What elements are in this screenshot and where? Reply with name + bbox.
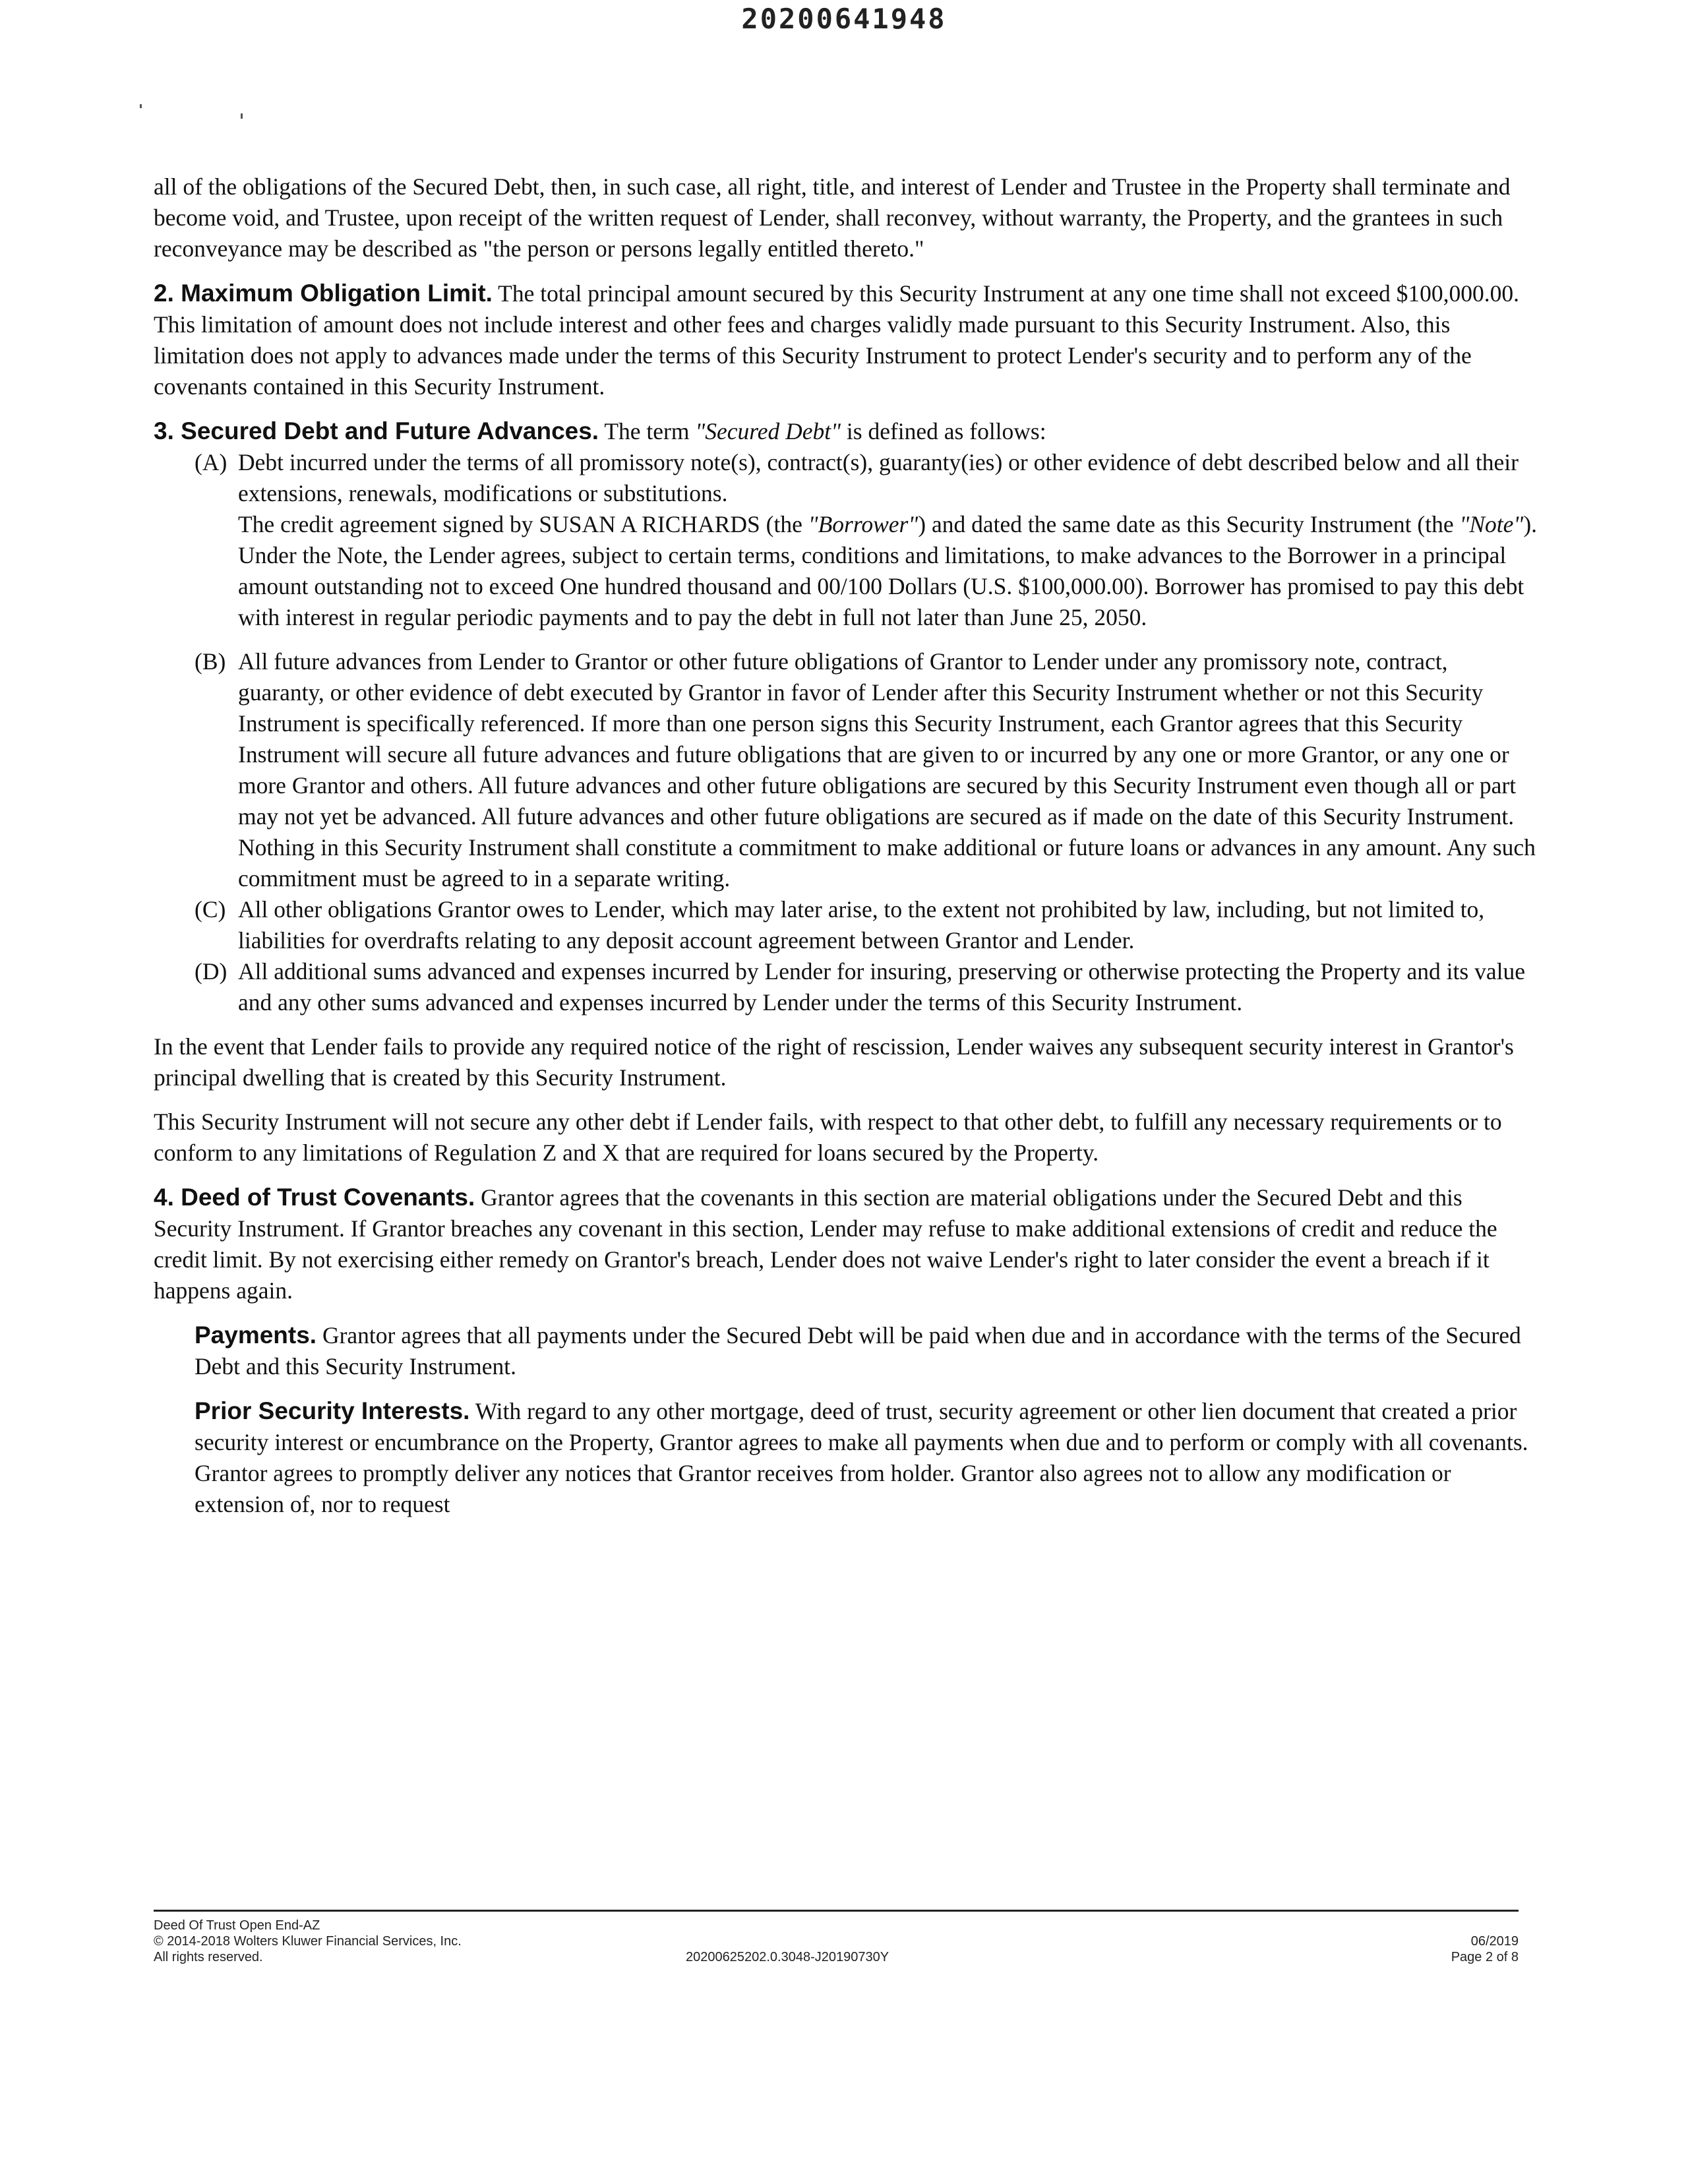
list-item-label: (B) — [195, 648, 226, 675]
section-2-heading: 2. Maximum Obligation Limit. — [154, 280, 493, 307]
recording-number: 20200641948 — [741, 3, 947, 35]
regulation-paragraph: This Security Instrument will not secure any other debt if Lender fails, with respect to that other debt, to fulfill any necessary requirements or to conform to any limitations of Regulation Z and X that are required for loans secured by the Property. — [154, 1108, 1502, 1166]
note-text: The credit agreement signed by SUSAN A RICHARDS (the — [238, 511, 802, 537]
footer-divider — [154, 1910, 1519, 1912]
note-text: ) and dated the same date as this Security Instrument (the — [918, 511, 1454, 537]
section-4-text: Grantor agrees that the covenants in this section are material obligations under the Secured Debt and this Security Instrument. If Grantor breaches any covenant in this section, Lender may refuse to make additional extensions of credit and reduce the credit limit. By not exercising either remedy on Grantor's breach, Lender does not waive Lender's right to later consider the event a breach if it happens again. — [154, 1184, 1497, 1304]
section-4-heading: 4. Deed of Trust Covenants. — [154, 1184, 475, 1211]
prior-security-paragraph — [154, 1395, 1538, 1520]
section-3-intro-pre: The term — [604, 418, 690, 444]
copyright: © 2014-2018 Wolters Kluwer Financial Services, Inc. — [154, 1934, 462, 1949]
footer-left — [154, 1918, 462, 1965]
footer-right — [1451, 1933, 1519, 1965]
payments-paragraph — [154, 1320, 1538, 1382]
section-2-text: The total principal amount secured by this Security Instrument at any one time shall not exceed $100,000.00. This limitation of amount does not include interest and other fees and charges validly made pursuant to this Security Instrument. Also, this limitation does not apply to advances made under the terms of this Security Instrument to protect Lender's security and to perform any of the covenants contained in this Security Instrument. — [154, 280, 1519, 400]
list-item-label: (D) — [195, 958, 227, 985]
section-3-intro-post: is defined as follows: — [846, 418, 1046, 444]
list-item-c — [154, 894, 1538, 956]
list-item-a — [154, 447, 1538, 509]
scan-speck — [241, 113, 243, 119]
section-3-heading: 3. Secured Debt and Future Advances. — [154, 417, 599, 444]
credit-agreement-note — [154, 509, 1538, 633]
list-item-d — [154, 956, 1538, 1018]
section-3-intro — [154, 415, 1538, 447]
section-3 — [154, 415, 1538, 1018]
payments-heading: Payments. — [195, 1321, 317, 1349]
prior-security-text: With regard to any other mortgage, deed of trust, security agreement or other lien document that created a prior security interest or encumbrance on the Property, Grantor agrees to make all payments when due and to perform or comply with all covenants. Grantor agrees to promptly deliver any notices that Grantor receives from holder. Grantor also agrees not to allow any modification or extension of, nor to request — [195, 1398, 1528, 1517]
section-4 — [154, 1182, 1538, 1306]
form-name: Deed Of Trust Open End-AZ — [154, 1918, 320, 1933]
form-date: 06/2019 — [1470, 1934, 1519, 1949]
note-term: "Note" — [1459, 511, 1524, 537]
document-body — [154, 171, 1538, 1533]
prior-security-heading: Prior Security Interests. — [195, 1397, 470, 1424]
rescission-paragraph: In the event that Lender fails to provide any required notice of the right of rescission, Lender waives any subsequent security interest in Grantor's principal dwelling that is created by this Security Instrument. — [154, 1033, 1514, 1091]
borrower-term: "Borrower" — [808, 511, 919, 537]
section-2 — [154, 278, 1538, 402]
list-item-label: (C) — [195, 896, 226, 923]
list-item-text: All additional sums advanced and expenses incurred by Lender for insuring, preserving or otherwise protecting the Property and its value and any other sums advanced and expenses incurred by Lender under the terms of this Security Instrument. — [238, 958, 1525, 1016]
list-item-text: All future advances from Lender to Grantor or other future obligations of Grantor to Lender under any promissory note, contract, guaranty, or other evidence of debt executed by Grantor in favor of Lender after this Security Instrument whether or not this Security Instrument is specifically referenced. If more than one person signs this Security Instrument, each Grantor agrees that this Security Instrument will secure all future advances and future obligations that are given to or incurred by any one or more Grantor, or any one or more Grantor and others. All future advances and other future obligations are secured by this Security Instrument even though all or part may not yet be advanced. All future advances and other future obligations are secured as if made on the date of this Security Instrument. Nothing in this Security Instrument shall constitute a commitment to make additional or future loans or advances in any amount. Any such commitment must be agreed to in a separate writing. — [238, 648, 1536, 892]
list-item-label: (A) — [195, 449, 227, 475]
rights-reserved: All rights reserved. — [154, 1950, 263, 1964]
intro-paragraph: all of the obligations of the Secured Debt, then, in such case, all right, title, and interest of Lender and Trustee in the Property shall terminate and become void, and Trustee, upon receipt of the written request of Lender, shall reconvey, without warranty, the Property, and the grantees in such reconveyance may be described as "the person or persons legally entitled thereto." — [154, 173, 1511, 262]
list-item-b — [154, 646, 1538, 894]
list-item-text: All other obligations Grantor owes to Lender, which may later arise, to the extent not prohibited by law, including, but not limited to, liabilities for overdrafts relating to any deposit account agreement between Grantor and Lender. — [238, 896, 1485, 954]
payments-text: Grantor agrees that all payments under the Secured Debt will be paid when due and in accordance with the terms of the Secured Debt and this Security Instrument. — [195, 1322, 1521, 1380]
note-text: ). Under the Note, the Lender agrees, subject to certain terms, conditions and limitations, to make advances to the Borrower in a principal amount outstanding not to exceed One hundred thousand and 00/100 Dollars (U.S. $100,000.00). Borrower has promised to pay this debt with interest in regular periodic payments and to pay the debt in full not later than June 25, 2050. — [238, 511, 1538, 630]
scan-speck — [140, 104, 142, 108]
secured-debt-term: "Secured Debt" — [695, 418, 841, 444]
list-item-text: Debt incurred under the terms of all promissory note(s), contract(s), guaranty(ies) or other evidence of debt described below and all their extensions, renewals, modifications or substitutions. — [238, 449, 1519, 506]
page-number: Page 2 of 8 — [1451, 1950, 1519, 1964]
document-code: 20200625202.0.3048-J20190730Y — [686, 1950, 889, 1964]
